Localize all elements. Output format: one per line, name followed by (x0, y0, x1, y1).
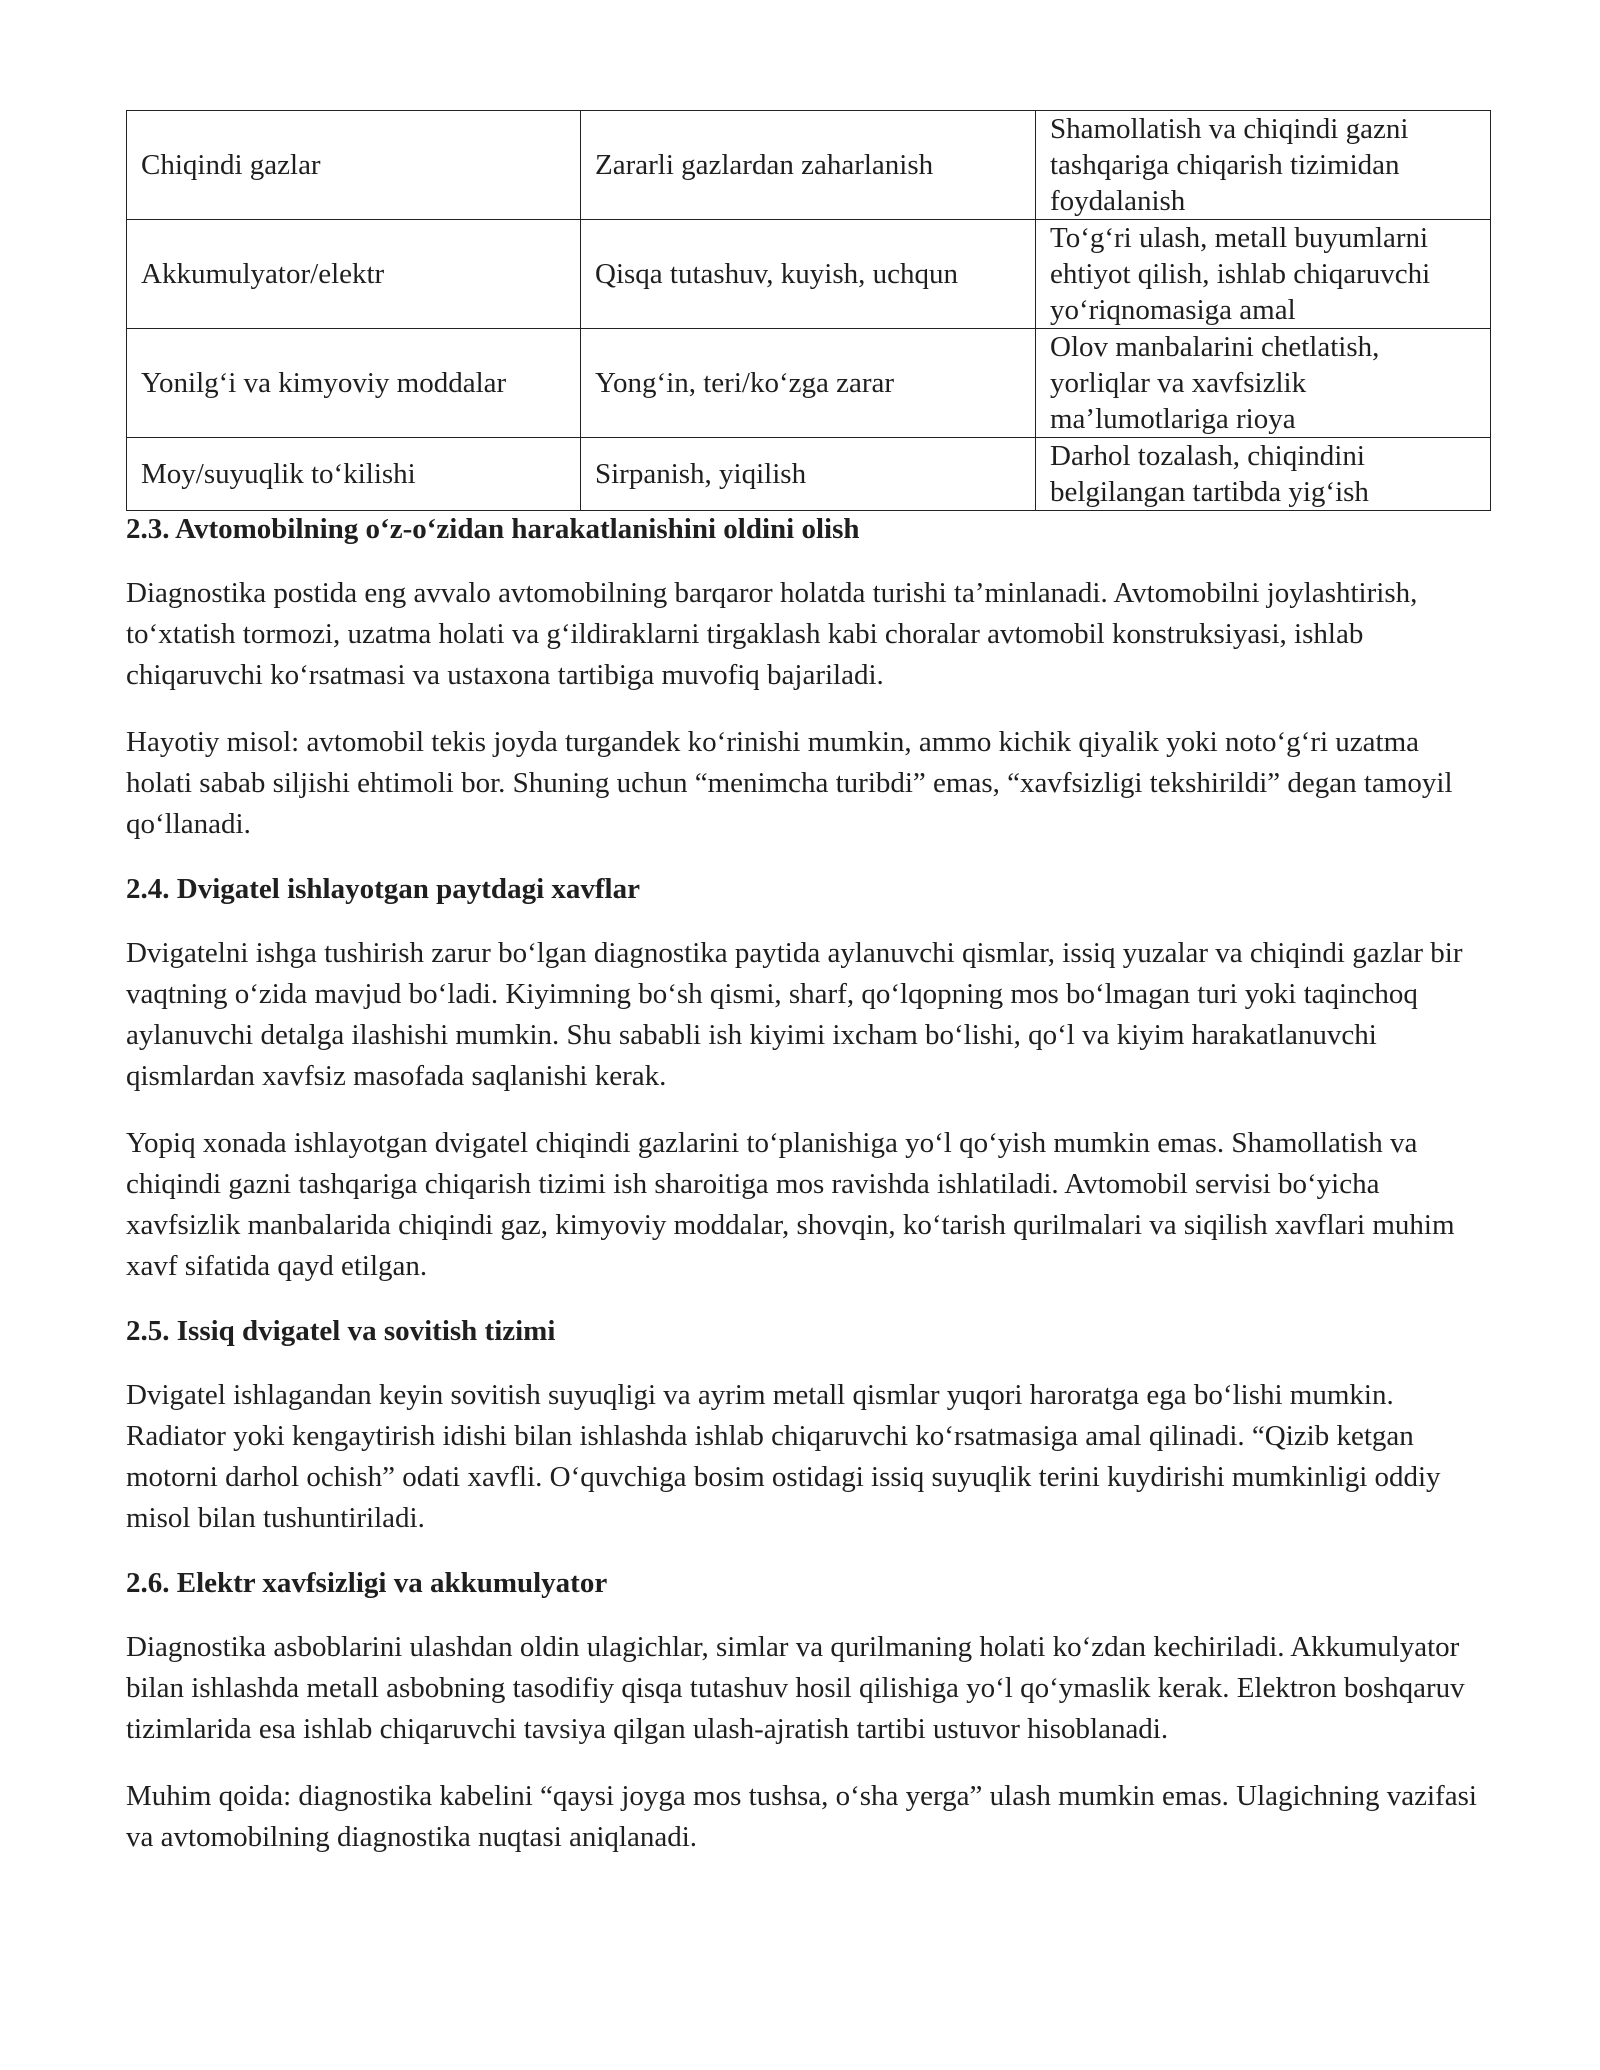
table-cell-hazard: Qisqa tutashuv, kuyish, uchqun (581, 220, 1036, 329)
table-cell-hazard: Zararli gazlardan zaharlanish (581, 111, 1036, 220)
paragraph: Dvigatel ishlagandan keyin sovitish suyuqligi va ayrim metall qismlar yuqori haroratga ega bo‘lishi mumkin. Radiator yoki kengaytirish idishi bilan ishlashda ishlab chiqaruvchi ko‘rsatmasiga amal qilinadi. “Qizib ketgan motorni darhol ochish” odati xavfli. O‘quvchiga bosim ostidagi issiq suyuqlik terini kuydirishi mumkinligi oddiy misol bilan tushuntiriladi. (126, 1379, 1441, 1534)
table-cell-measure: Olov manbalarini chetlatish, yorliqlar va xavfsizlik ma’lumotlariga rioya (1036, 329, 1491, 438)
section-heading-2-6: 2.6. Elektr xavfsizligi va akkumulyator (126, 1567, 608, 1599)
table-cell-measure: To‘g‘ri ulash, metall buyumlarni ehtiyot qilish, ishlab chiqaruvchi yo‘riqnomasiga amal (1036, 220, 1491, 329)
table-cell-source: Akkumulyator/elektr (127, 220, 581, 329)
table-row (127, 438, 1491, 511)
section-heading-2-5: 2.5. Issiq dvigatel va sovitish tizimi (126, 1315, 556, 1347)
paragraph: Muhim qoida: diagnostika kabelini “qaysi joyga mos tushsa, o‘sha yerga” ulash mumkin emas. Ulagichning vazifasi va avtomobilning diagnostika nuqtasi aniqlanadi. (126, 1780, 1477, 1853)
table-cell-hazard: Sirpanish, yiqilish (581, 438, 1036, 511)
table-cell-measure: Darhol tozalash, chiqindini belgilangan tartibda yig‘ish (1036, 438, 1491, 511)
table-cell-hazard: Yong‘in, teri/ko‘zga zarar (581, 329, 1036, 438)
document-page (126, 110, 1490, 1858)
paragraph: Hayotiy misol: avtomobil tekis joyda turgandek ko‘rinishi mumkin, ammo kichik qiyalik yoki noto‘g‘ri uzatma holati sabab siljishi ehtimoli bor. Shuning uchun “menimcha turibdi” emas, “xavfsizligi tekshirildi” degan tamoyil qo‘llanadi. (126, 726, 1453, 840)
table-cell-measure: Shamollatish va chiqindi gazni tashqariga chiqarish tizimidan foydalanish (1036, 111, 1491, 220)
paragraph: Diagnostika asboblarini ulashdan oldin ulagichlar, simlar va qurilmaning holati ko‘zdan kechiriladi. Akkumulyator bilan ishlashda metall asbobning tasodifiy qisqa tutashuv hosil qilishiga yo‘l qo‘ymaslik kerak. Elektron boshqaruv tizimlarida esa ishlab chiqaruvchi tavsiya qilgan ulash-ajratish tartibi ustuvor hisoblanadi. (126, 1631, 1465, 1745)
table-row (127, 111, 1491, 220)
paragraph: Dvigatelni ishga tushirish zarur bo‘lgan diagnostika paytida aylanuvchi qismlar, issiq yuzalar va chiqindi gazlar bir vaqtning o‘zida mavjud bo‘ladi. Kiyimning bo‘sh qismi, sharf, qo‘lqopning mos bo‘lmagan turi yoki taqinchoq aylanuvchi detalga ilashishi mumkin. Shu sababli ish kiyimi ixcham bo‘lishi, qo‘l va kiyim harakatlanuvchi qismlardan xavfsiz masofada saqlanishi kerak. (126, 937, 1463, 1092)
table-row (127, 220, 1491, 329)
hazard-table (126, 110, 1491, 511)
paragraph: Yopiq xonada ishlayotgan dvigatel chiqindi gazlarini to‘planishiga yo‘l qo‘yish mumkin emas. Shamollatish va chiqindi gazni tashqariga chiqarish tizimi ish sharoitiga mos ravishda ishlatiladi. Avtomobil servisi bo‘yicha xavfsizlik manbalarida chiqindi gaz, kimyoviy moddalar, shovqin, ko‘tarish qurilmalari va siqilish xavflari muhim xavf sifatida qayd etilgan. (126, 1127, 1455, 1282)
table-cell-source: Moy/suyuqlik to‘kilishi (127, 438, 581, 511)
paragraph: Diagnostika postida eng avvalo avtomobilning barqaror holatda turishi ta’minlanadi. Avtomobilni joylashtirish, to‘xtatish tormozi, uzatma holati va g‘ildiraklarni tirgaklash kabi choralar avtomobil konstruksiyasi, ishlab chiqaruvchi ko‘rsatmasi va ustaxona tartibiga muvofiq bajariladi. (126, 577, 1418, 691)
table-cell-source: Yonilg‘i va kimyoviy moddalar (127, 329, 581, 438)
table-cell-source: Chiqindi gazlar (127, 111, 581, 220)
table-row (127, 329, 1491, 438)
section-heading-2-3: 2.3. Avtomobilning o‘z-o‘zidan harakatlanishini oldini olish (126, 513, 860, 545)
section-heading-2-4: 2.4. Dvigatel ishlayotgan paytdagi xavflar (126, 873, 640, 905)
